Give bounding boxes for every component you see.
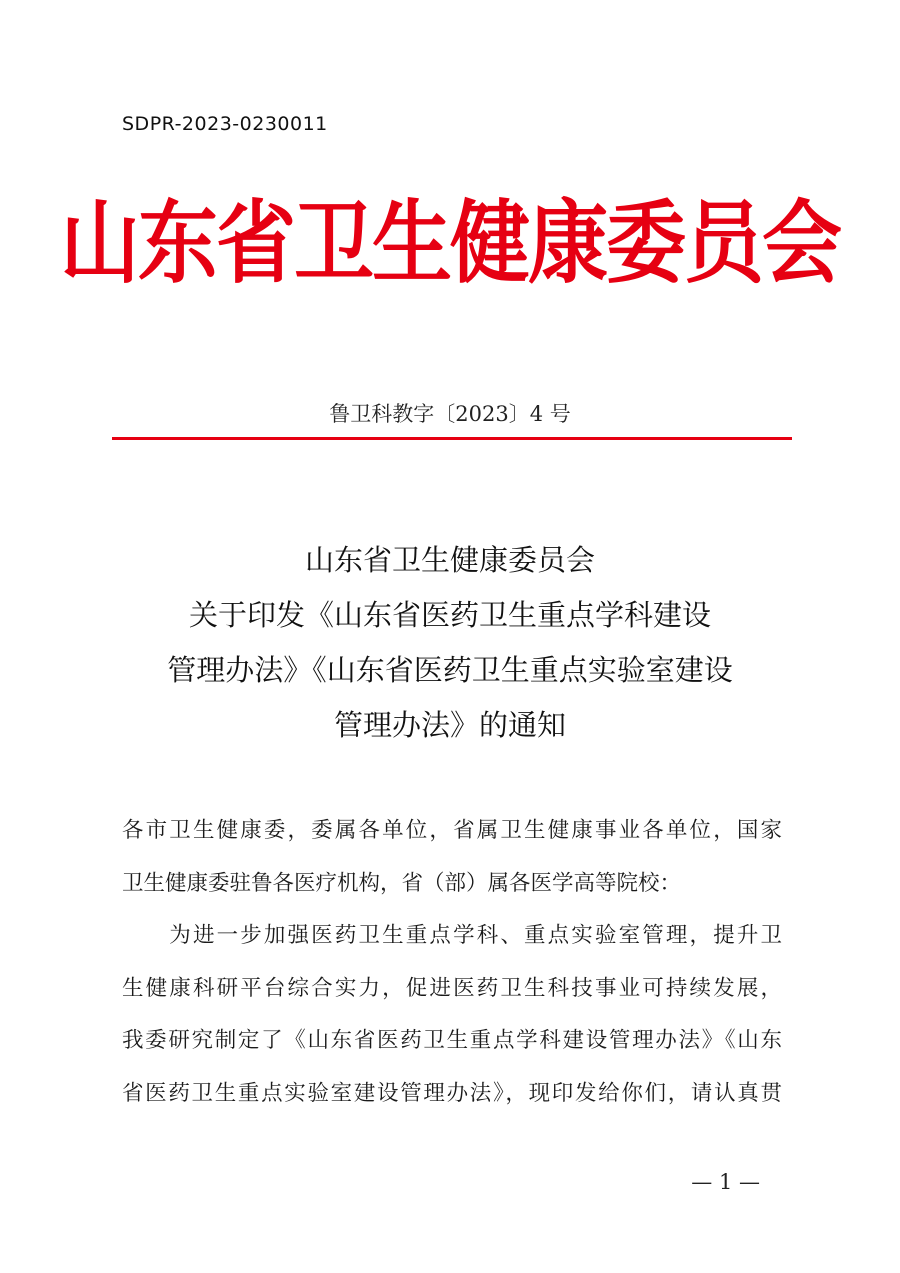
document-code: SDPR-2023-0230011: [122, 113, 328, 135]
document-body: [122, 805, 782, 1120]
body-line: 省医药卫生重点实验室建设管理办法》，现印发给你们，请认真贯: [122, 1080, 782, 1106]
body-line: 各市卫生健康委，委属各单位，省属卫生健康事业各单位，国家: [122, 818, 782, 843]
body-line: 生健康科研平台综合实力，促进医药卫生科技事业可持续发展，: [122, 975, 782, 1001]
body-line: 我委研究制定了《山东省医药卫生重点学科建设管理办法》《山东: [122, 1028, 782, 1053]
issuing-authority-header: 山东省卫生健康委员会: [60, 191, 840, 296]
body-line: 为进一步加强医药卫生重点学科、重点实验室管理，提升卫: [122, 923, 782, 948]
title-line: 山东省卫生健康委员会: [304, 543, 595, 577]
body-line: 卫生健康委驻鲁各医疗机构，省（部）属各医学高等院校：: [122, 870, 682, 896]
document-number: 鲁卫科教字〔2023〕4 号: [329, 402, 571, 426]
page-number: — 1 —: [691, 1170, 760, 1194]
title-line: 管理办法》《山东省医药卫生重点实验室建设: [167, 653, 733, 687]
title-line: 关于印发《山东省医药卫生重点学科建设: [188, 598, 711, 632]
document-title: [0, 533, 900, 753]
red-divider-line: [112, 437, 792, 440]
title-line: 管理办法》的通知: [333, 708, 566, 742]
